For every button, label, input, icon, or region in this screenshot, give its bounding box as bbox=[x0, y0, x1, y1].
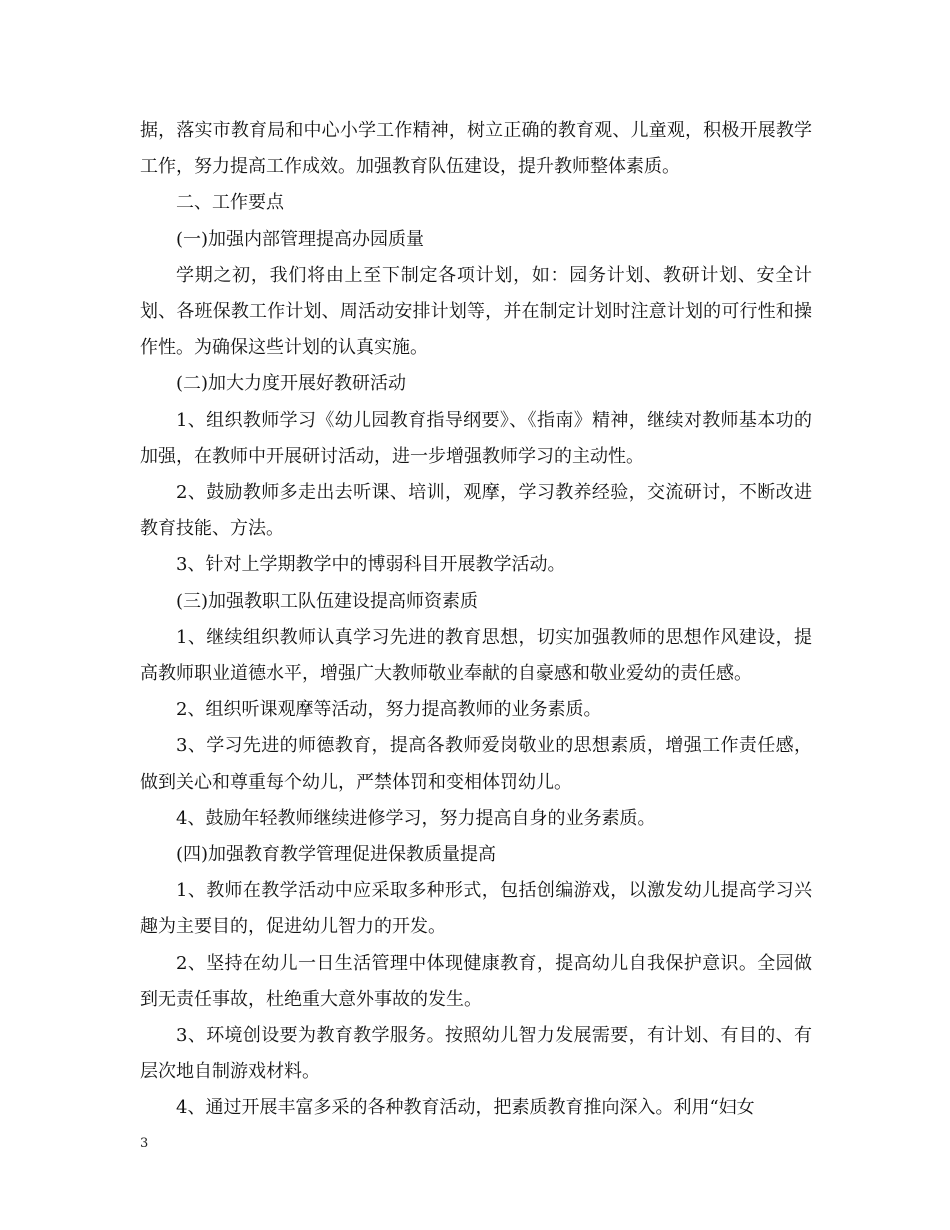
subsection-heading: (四)加强教育教学管理促进保教质量提高 bbox=[176, 844, 497, 866]
list-item: 4、鼓励年轻教师继续进修学习，努力提高自身的业务素质。 bbox=[176, 807, 656, 829]
list-item: 3、学习先进的师德教育，提高各教师爱岗敬业的思想素质，增强工作责任感，做到关心和尊重每个幼儿，严禁体罚和变相体罚幼儿。 bbox=[140, 735, 812, 793]
list-item: 2、坚持在幼儿一日生活管理中体现健康教育，提高幼儿自我保护意识。全园做到无责任事故，杜绝重大意外事故的发生。 bbox=[140, 952, 812, 1010]
list-item: 2、鼓励教师多走出去听课、培训，观摩，学习教养经验，交流研讨，不断改进教育技能、方法。 bbox=[140, 482, 812, 540]
list-item: 3、针对上学期教学中的博弱科目开展教学活动。 bbox=[176, 554, 566, 576]
page-number: 3 bbox=[140, 1136, 149, 1151]
paragraph: 据，落实市教育局和中心小学工作精神，树立正确的教育观、儿童观，积极开展教学工作，努力提高工作成效。加强教育队伍建设，提升教师整体素质。 bbox=[140, 120, 812, 178]
subsection-heading: (二)加大力度开展好教研活动 bbox=[176, 373, 407, 395]
paragraph: 学期之初，我们将由上至下制定各项计划，如：园务计划、教研计划、安全计划、各班保教工作计划、周活动安排计划等，并在制定计划时注意计划的可行性和操作性。为确保这些计划的认真实施。 bbox=[140, 264, 812, 359]
list-item: 1、教师在教学活动中应采取多种形式，包括创编游戏，以激发幼儿提高学习兴趣为主要目的，促进幼儿智力的开发。 bbox=[140, 880, 812, 938]
list-item: 2、组织听课观摩等活动，努力提高教师的业务素质。 bbox=[176, 699, 602, 721]
section-heading: 二、工作要点 bbox=[176, 192, 284, 214]
list-item: 4、通过开展丰富多采的各种教育活动，把素质教育推向深入。利用“妇女 bbox=[176, 1097, 755, 1119]
document-body bbox=[140, 113, 812, 1127]
list-item: 1、继续组织教师认真学习先进的教育思想，切实加强教师的思想作风建设，提高教师职业道德水平，增强广大教师敬业奉献的自豪感和敬业爱幼的责任感。 bbox=[140, 626, 812, 685]
subsection-heading: (三)加强教职工队伍建设提高师资素质 bbox=[176, 590, 479, 612]
list-item: 1、组织教师学习《幼儿园教育指导纲要》、《指南》精神，继续对教师基本功的加强，在教师中开展研讨活动，进一步增强教师学习的主动性。 bbox=[140, 409, 812, 467]
list-item: 3、环境创设要为教育教学服务。按照幼儿智力发展需要，有计划、有目的、有层次地自制游戏材料。 bbox=[140, 1025, 812, 1083]
subsection-heading: (一)加强内部管理提高办园质量 bbox=[176, 228, 425, 250]
